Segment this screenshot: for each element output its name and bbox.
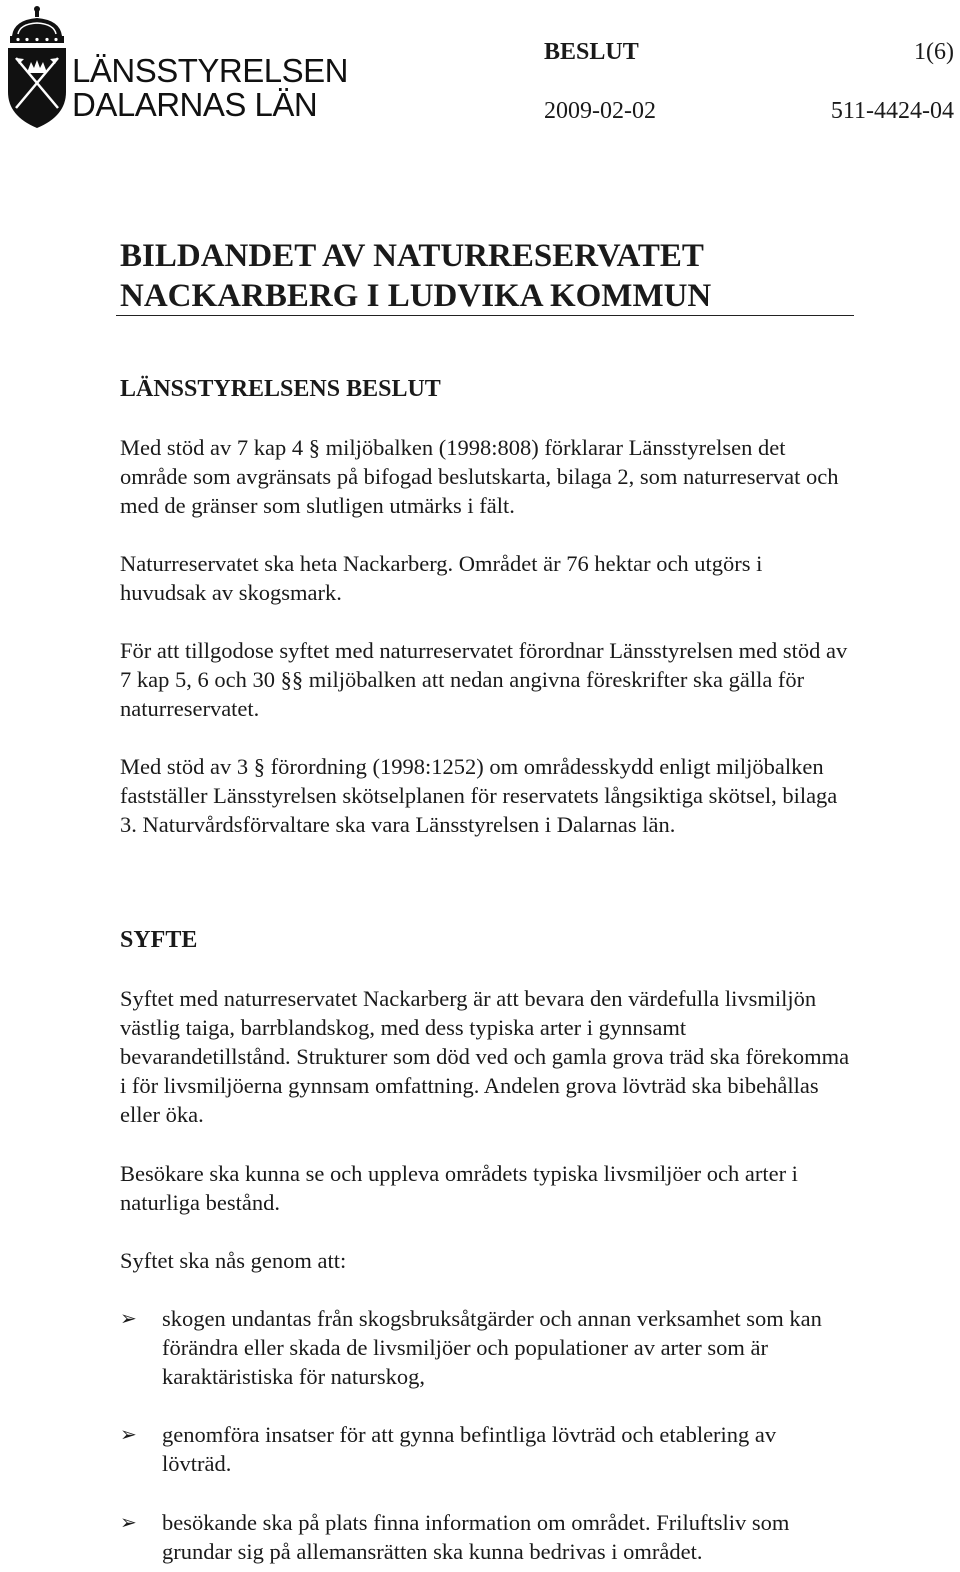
lansstyrelsen-logo	[4, 4, 348, 132]
purpose-paragraph: Syftet ska nås genom att:	[120, 1248, 347, 1273]
title-divider	[116, 315, 854, 316]
page-number: 1(6)	[914, 39, 954, 65]
decision-heading: LÄNSSTYRELSENS BESLUT	[120, 376, 441, 402]
arrow-bullet-icon: ➢	[120, 1306, 137, 1330]
purpose-paragraph: Besökare ska kunna se och uppleva områdets typiska livsmiljöer och arter i naturliga bestånd.	[120, 1161, 798, 1215]
decision-paragraph: Naturreservatet ska heta Nackarberg. Området är 76 hektar och utgörs i huvudsak av skogsmark.	[120, 551, 763, 605]
purpose-paragraph: Syftet med naturreservatet Nackarberg är att bevara den värdefulla livsmiljön västlig taiga, barrblandskog, med dess typiska arter i gynnsamt bevarandetillstånd. Strukturer som död ved och gamla grova träd ska förekomma i för livsmiljöerna gynnsam omfattning. Andelen grova lövträd ska bibehållas eller öka.	[120, 986, 850, 1127]
list-item-text: skogen undantas från skogsbruksåtgärder och annan verksamhet som kan förändra eller skada de livsmiljöer och populationer av arter som är karaktäristiska för naturskog,	[162, 1306, 822, 1389]
decision-paragraph: För att tillgodose syftet med naturreservatet förordnar Länsstyrelsen med stöd av 7 kap 5, 6 och 30 §§ miljöbalken att nedan angivna föreskrifter ska gälla för naturreservatet.	[120, 638, 848, 721]
page-title-line1: BILDANDET AV NATURRESERVATET	[120, 238, 704, 274]
decision-paragraph: Med stöd av 7 kap 4 § miljöbalken (1998:808) förklarar Länsstyrelsen det område som avgränsats på bifogad beslutskarta, bilaga 2, som naturreservat och med de gränser som slutligen utmärks i fält.	[120, 435, 839, 518]
document-reference: 511-4424-04	[830, 98, 954, 124]
document-date: 2009-02-02	[544, 98, 656, 124]
arrow-bullet-icon: ➢	[120, 1510, 137, 1534]
list-item-text: besökande ska på plats finna information om området. Friluftsliv som grundar sig på allemansrätten ska kunna bedrivas i området.	[162, 1510, 790, 1564]
document-type: BESLUT	[544, 39, 639, 65]
logo-wordmark-line2: DALARNAS LÄN	[72, 86, 318, 123]
logo-wordmark-line1: LÄNSSTYRELSEN	[72, 52, 348, 89]
page-title	[120, 236, 854, 316]
list-item-text: genomföra insatser för att gynna befintliga lövträd och etablering av lövträd.	[162, 1422, 777, 1476]
page-title-line2: NACKARBERG I LUDVIKA KOMMUN	[120, 278, 712, 314]
coat-of-arms-icon	[4, 4, 70, 130]
decision-paragraph: Med stöd av 3 § förordning (1998:1252) om områdesskydd enligt miljöbalken fastställer Länsstyrelsen skötselplanen för reservatets långsiktiga skötsel, bilaga 3. Naturvårdsförvaltare ska vara Länsstyrelsen i Dalarnas län.	[120, 754, 838, 837]
purpose-heading: SYFTE	[120, 927, 198, 953]
arrow-bullet-icon: ➢	[120, 1422, 137, 1446]
